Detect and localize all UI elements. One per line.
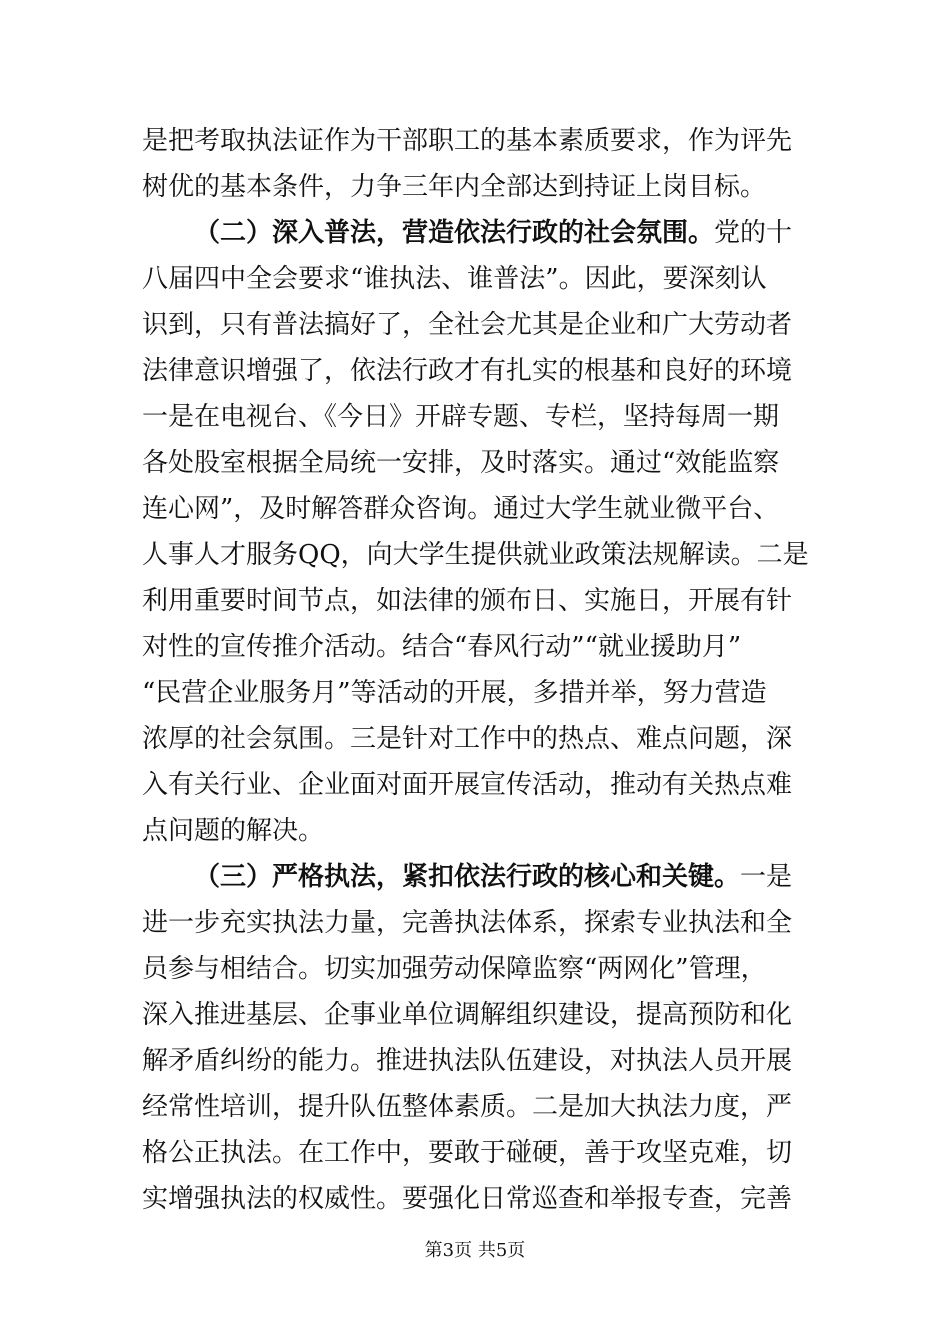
text-line: 人事人才服务QQ，向大学生提供就业政策法规解读。二是 [142, 540, 809, 570]
text-line: 一是在电视台、《今日》开辟专题、专栏，坚持每周一期 [142, 402, 780, 432]
text-line: 对性的宣传推介活动。结合“春风行动”“就业援助月” [142, 632, 742, 662]
text-line: 是把考取执法证作为干部职工的基本素质要求，作为评先 [142, 126, 793, 156]
text-line: 点问题的解决。 [142, 816, 325, 846]
section-heading-line [142, 210, 814, 256]
heading-continuation: 党的十 [714, 218, 793, 248]
text-line: 经常性培训，提升队伍整体素质。二是加大执法力度，严 [142, 1092, 793, 1122]
text-line: 进一步充实执法力量，完善执法体系，探索专业执法和全 [142, 908, 793, 938]
text-line: 各处股室根据全局统一安排，及时落实。通过“效能监察 [142, 448, 780, 478]
text-line: 识到，只有普法搞好了，全社会尤其是企业和广大劳动者 [142, 310, 793, 340]
text-line: 实增强执法的权威性。要强化日常巡查和举报专查，完善 [142, 1184, 793, 1214]
text-line: 利用重要时间节点，如法律的颁布日、实施日，开展有针 [142, 586, 793, 616]
heading-continuation: 一是 [740, 862, 793, 892]
section-heading-line [142, 854, 814, 900]
text-line: 连心网”，及时解答群众咨询。通过大学生就业微平台、 [142, 494, 780, 524]
text-line: “民营企业服务月”等活动的开展，多措并举，努力营造 [142, 678, 767, 708]
text-line: 格公正执法。在工作中，要敢于碰硬，善于攻坚克难，切 [142, 1138, 793, 1168]
text-line: 浓厚的社会氛围。三是针对工作中的热点、难点问题，深 [142, 724, 793, 754]
text-line: 树优的基本条件，力争三年内全部达到持证上岗目标。 [142, 172, 767, 202]
text-line: 法律意识增强了，依法行政才有扎实的根基和良好的环境 [142, 356, 793, 386]
text-line: 入有关行业、企业面对面开展宣传活动，推动有关热点难 [142, 770, 793, 800]
section-heading: （二）深入普法，营造依法行政的社会氛围。 [194, 218, 715, 248]
text-line: 八届四中全会要求“谁执法、谁普法”。因此，要深刻认 [142, 264, 767, 294]
document-body [142, 118, 814, 1222]
text-line: 员参与相结合。切实加强劳动保障监察“两网化”管理， [142, 954, 767, 984]
page-number-footer: 第3页 共5页 [424, 1240, 526, 1261]
section-heading: （三）严格执法，紧扣依法行政的核心和关键。 [194, 862, 741, 892]
text-line: 深入推进基层、企事业单位调解组织建设，提高预防和化 [142, 1000, 793, 1030]
text-line: 解矛盾纠纷的能力。推进执法队伍建设，对执法人员开展 [142, 1046, 793, 1076]
